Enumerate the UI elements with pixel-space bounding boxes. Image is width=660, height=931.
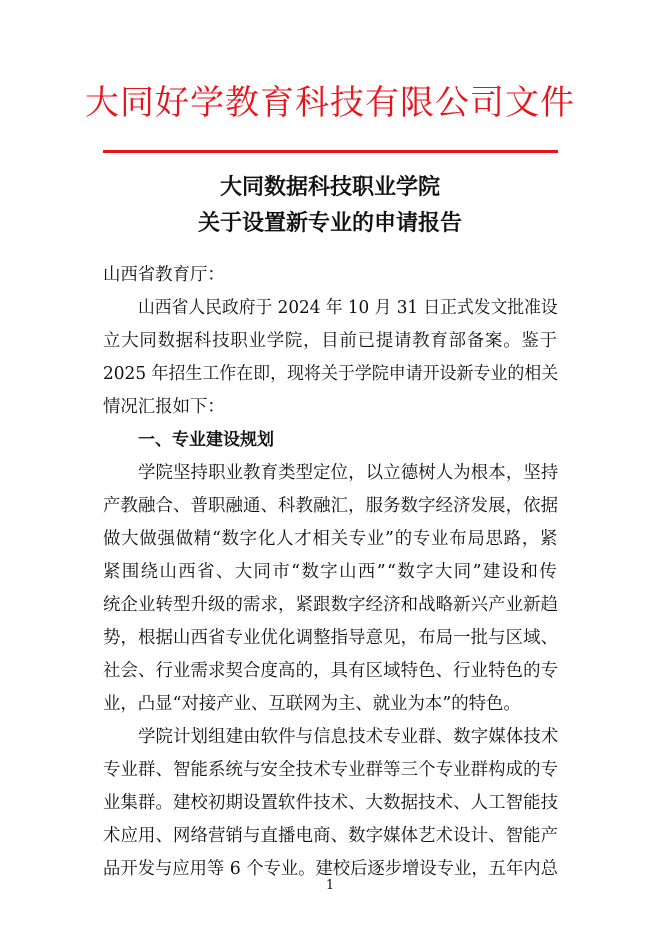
salutation: 山西省教育厅：: [103, 265, 225, 285]
intro-line: 山西省人民政府于 2024 年 10 月 31 日正式发文批准设: [138, 298, 558, 318]
paragraph-line: 学院坚持职业教育类型定位，以立德树人为根本，坚持: [138, 463, 559, 483]
page-number: 1: [325, 878, 335, 893]
paragraph-line: 产教融合、普职融通、科教融汇，服务数字经济发展，依据: [103, 496, 559, 516]
paragraph-line: 品开发与应用等 6 个专业。建校后逐步增设专业，五年内总: [103, 859, 558, 879]
organization-header: 大同好学教育科技有限公司文件: [85, 83, 575, 123]
paragraph-line: 势，根据山西省专业优化调整指导意见，布局一批与区域、: [103, 628, 559, 648]
paragraph-line: 业，凸显“对接产业、互联网为主、就业为本”的特色。: [103, 694, 521, 714]
section-heading: 一、专业建设规划: [138, 430, 274, 450]
paragraph-line: 学院计划组建由软件与信息技术专业群、数字媒体技术: [138, 727, 559, 747]
paragraph-line: 业集群。建校初期设置软件技术、大数据技术、人工智能技: [103, 793, 559, 813]
document-title-line-1: 大同数据科技职业学院: [219, 175, 440, 200]
intro-line: 立大同数据科技职业学院，目前已提请教育部备案。鉴于: [103, 331, 558, 351]
paragraph-line: 术应用、网络营销与直播电商、数字媒体艺术设计、智能产: [103, 826, 559, 846]
document-title-line-2: 关于设置新专业的申请报告: [197, 211, 462, 236]
red-header-rule: [103, 150, 558, 153]
paragraph-line: 紧围绕山西省、大同市“数字山西”“数字大同”建设和传: [103, 562, 559, 582]
paragraph-line: 统企业转型升级的需求，紧跟数字经济和战略新兴产业新趋: [103, 595, 559, 615]
paragraph-line: 专业群、智能系统与安全技术专业群等三个专业群构成的专: [103, 760, 559, 780]
paragraph-line: 社会、行业需求契合度高的，具有区域特色、行业特色的专: [103, 661, 559, 681]
paragraph-line: 做大做强做精“数字化人才相关专业”的专业布局思路，紧: [103, 529, 559, 549]
intro-line: 情况汇报如下：: [103, 397, 225, 417]
intro-line: 2025 年招生工作在即，现将关于学院申请开设新专业的相关: [103, 364, 559, 384]
